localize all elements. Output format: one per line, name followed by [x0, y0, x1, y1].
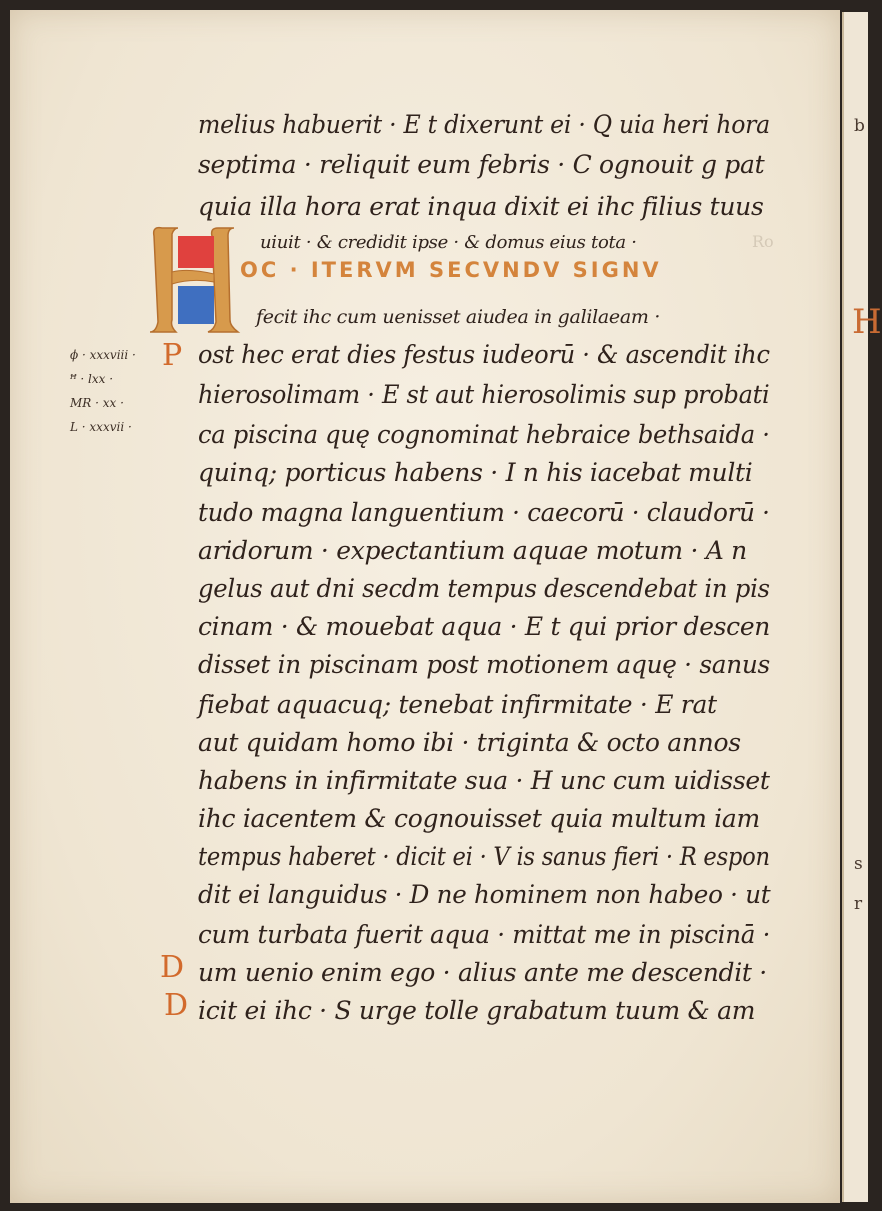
- text-line: fecit ihc cum uenisset aiudea in galilaeam ·: [256, 306, 661, 328]
- adjacent-initial: H: [852, 302, 882, 342]
- text-line: tempus haberet · dicit ei · V is sanus fieri · R espon: [198, 842, 770, 871]
- text-line: quia illa hora erat inqua dixit ei ihc filius tuus: [198, 192, 764, 221]
- adjacent-letter: r: [854, 894, 863, 914]
- text-line: icit ei ihc · S urge tolle grabatum tuum & am: [198, 996, 756, 1025]
- marginal-concordance: ϕ · xxxviii ·: [70, 348, 136, 362]
- rubric-heading: [240, 258, 662, 282]
- text-line: uiuit · & credidit ipse · & domus eius tota ·: [260, 232, 637, 253]
- text-line: septima · reliquit eum febris · C ognouit g pat: [198, 150, 765, 179]
- bleed-through-text: Ro: [752, 232, 774, 251]
- marginal-concordance: L · xxxvii ·: [70, 420, 132, 434]
- initial-p: P: [162, 338, 183, 373]
- marginal-concordance: ꟸ · lxx ·: [70, 372, 114, 386]
- text-line: disset in piscinam post motionem aquę · sanus: [198, 650, 770, 679]
- text-line: aridorum · expectantium aquae motum · A n: [198, 536, 747, 565]
- text-line: tudo magna languentium · caecorū · claudorū ·: [198, 498, 770, 527]
- text-line: dit ei languidus · D ne hominem non habeo · ut: [198, 880, 771, 909]
- adjacent-folio-edge: [842, 12, 882, 1202]
- text-line: quinq; porticus habens · I n his iacebat multi: [198, 458, 753, 487]
- text-line: cum turbata fuerit aqua · mittat me in piscinā ·: [198, 920, 771, 949]
- adjacent-letter: s: [854, 854, 863, 874]
- text-line: cinam · & mouebat aqua · E t qui prior descen: [198, 612, 771, 641]
- text-line: ost hec erat dies festus iudeorū · & ascendit ihc: [198, 340, 770, 369]
- initial-d: D: [164, 988, 189, 1023]
- text-line: habens in infirmitate sua · H unc cum uidisset: [198, 766, 770, 795]
- initial-d: D: [160, 950, 185, 985]
- text-line: fiebat aquacuq; tenebat infirmitate · E rat: [198, 690, 717, 719]
- text-line: um uenio enim ego · alius ante me descendit ·: [198, 958, 767, 987]
- text-line: aut quidam homo ibi · triginta & octo annos: [198, 728, 741, 757]
- text-line: gelus aut dni secdm tempus descendebat in pis: [198, 574, 770, 603]
- text-line: melius habuerit · E t dixerunt ei · Q uia heri hora: [198, 110, 770, 139]
- marginal-concordance: MR · xx ·: [70, 396, 124, 410]
- illuminated-initial-h: [148, 222, 244, 334]
- red-panel: [178, 236, 214, 268]
- text-line: ihc iacentem & cognouisset quia multum iam: [198, 804, 760, 833]
- blue-panel: [178, 286, 214, 324]
- text-line: ca piscina quę cognominat hebraice bethsaida ·: [198, 420, 770, 449]
- text-line: hierosolimam · E st aut hierosolimis sup probati: [198, 380, 770, 409]
- rubric-heading-text: OC · ITERVM SECVNDV SIGNV: [240, 258, 662, 282]
- adjacent-letter: b: [854, 116, 865, 136]
